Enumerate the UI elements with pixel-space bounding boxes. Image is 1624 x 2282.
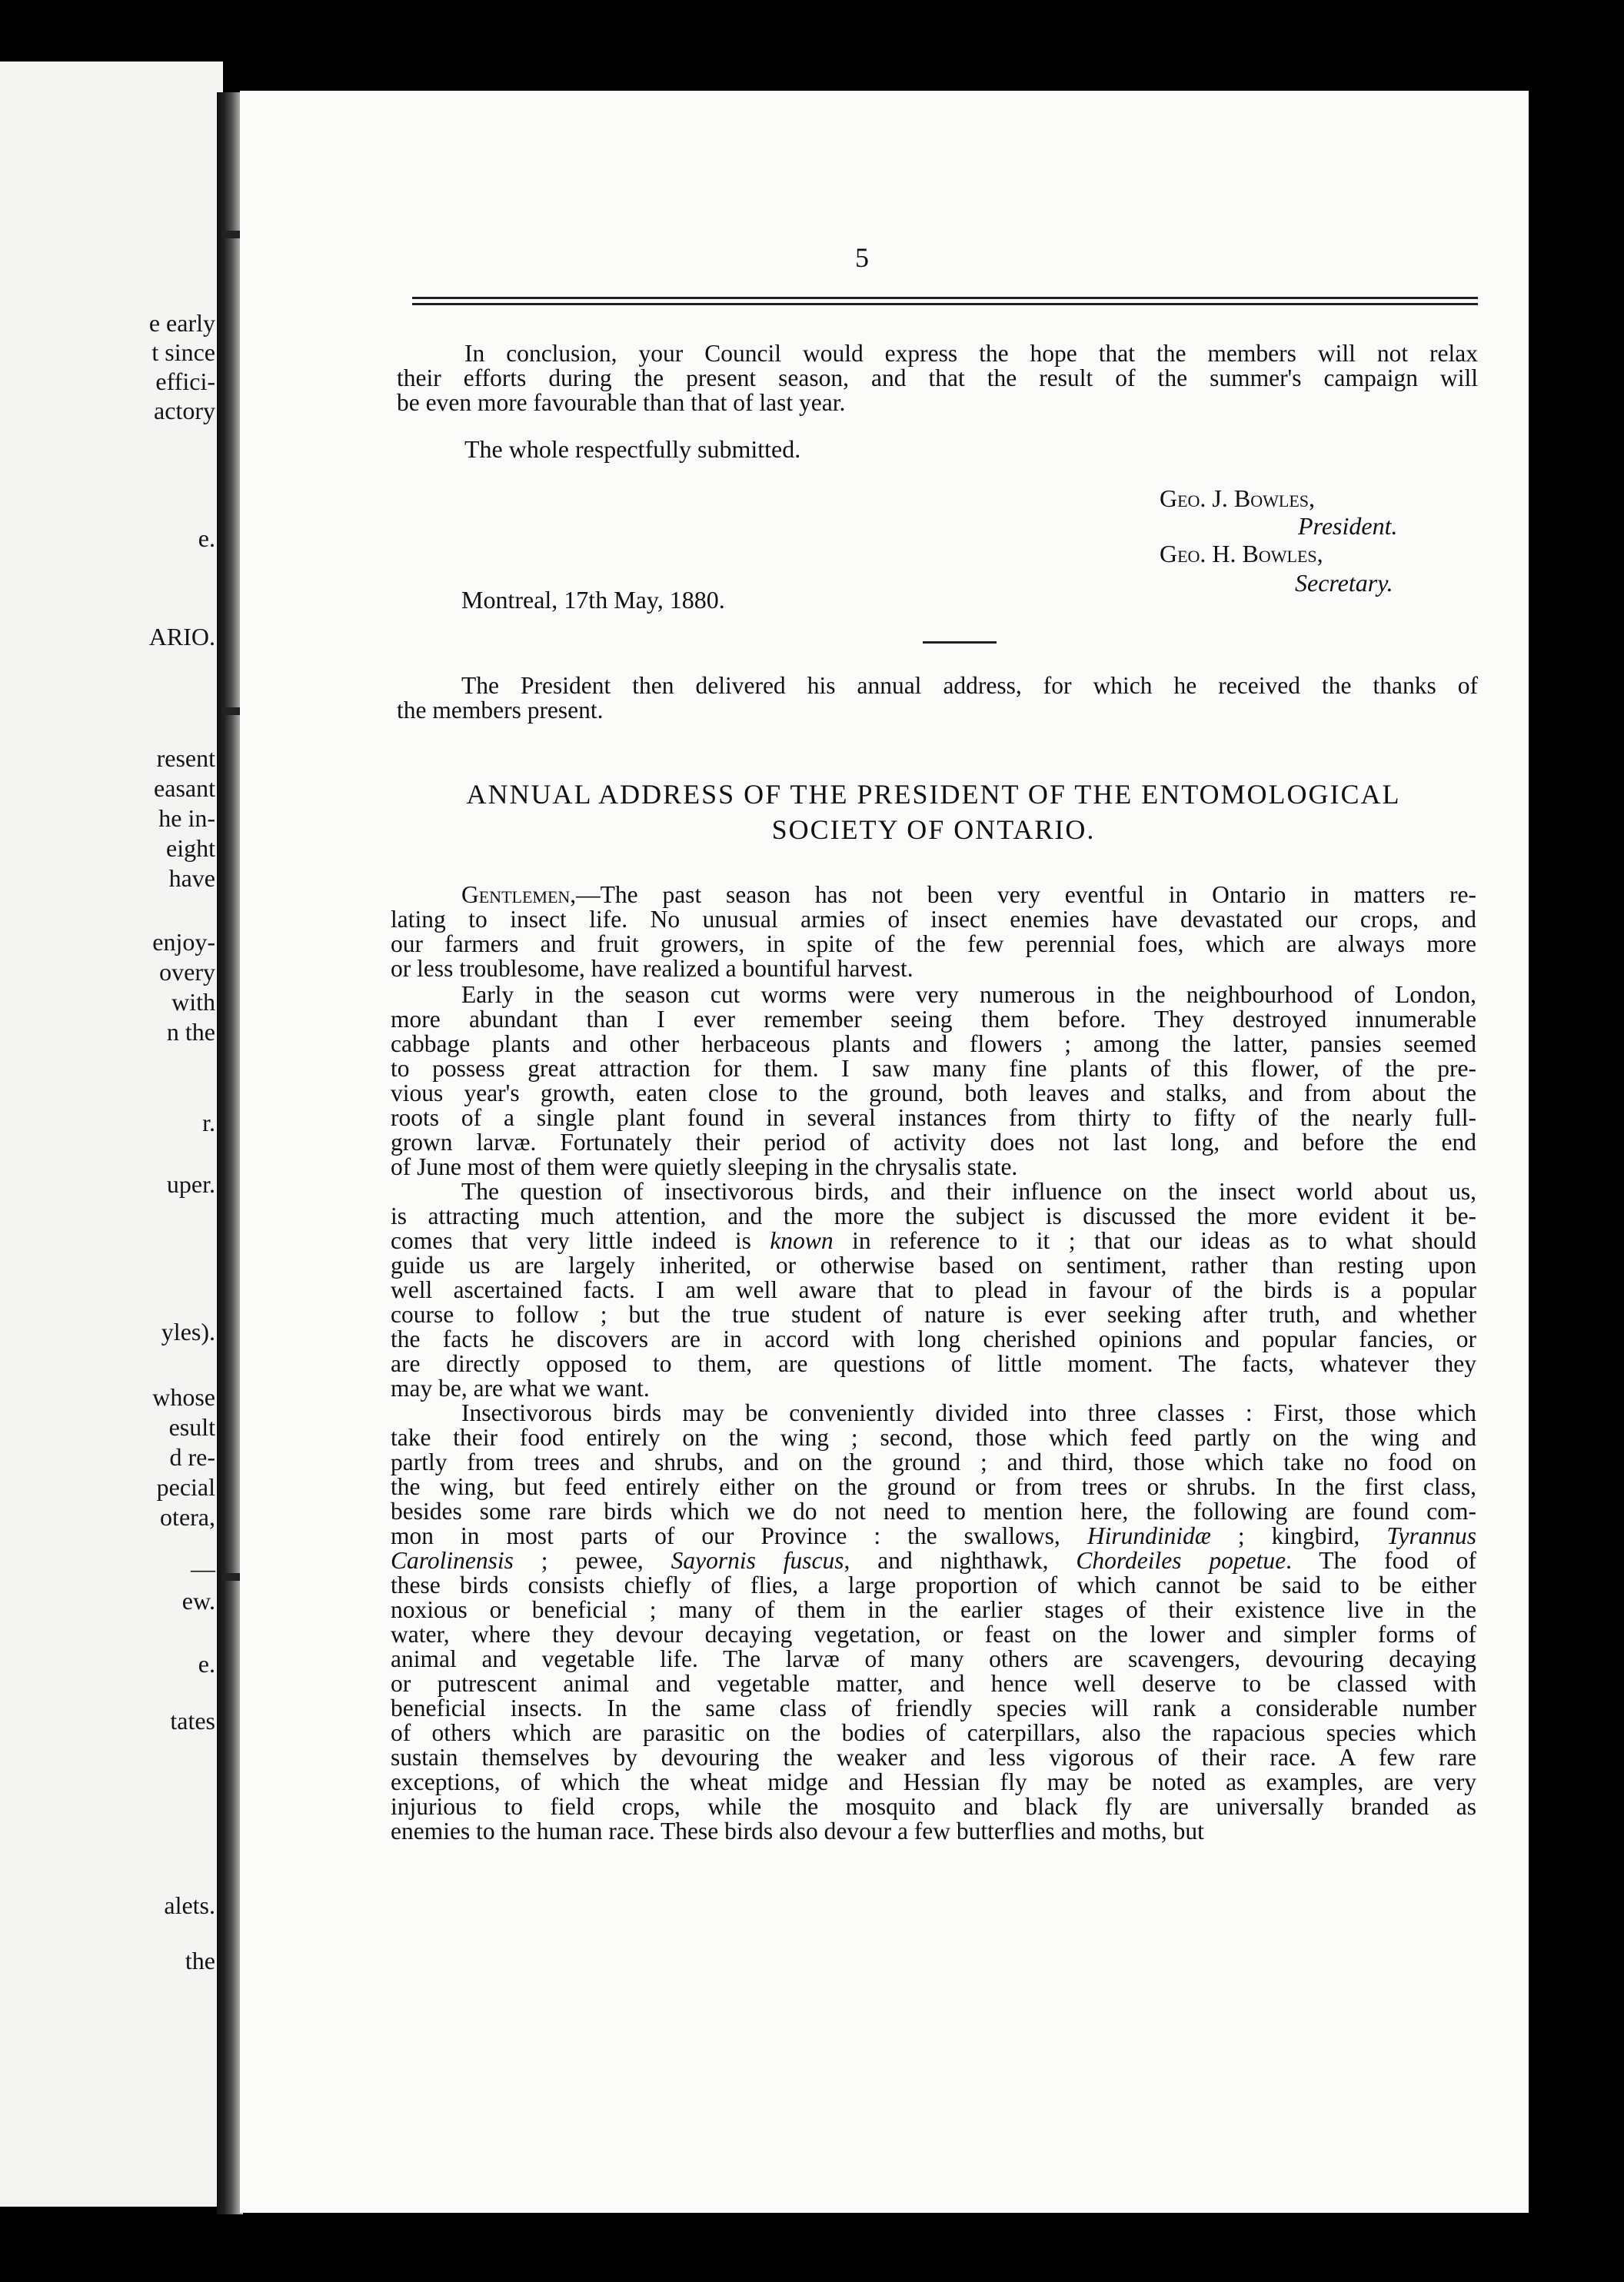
text-line: their efforts during the present season, and that the result of the summer's campaign will: [397, 364, 1478, 391]
text-line: partly from trees and shrubs, and on the ground ; and third, those which take no food on: [391, 1449, 1476, 1475]
text-line: may be, are what we want.: [391, 1375, 650, 1402]
text-line: In conclusion, your Council would express the hope that the members will not relax: [464, 340, 1478, 367]
left-page-fragment: d re-: [169, 1443, 215, 1471]
text-line: Insectivorous birds may be conveniently divided into three classes : First, those which: [461, 1399, 1476, 1426]
body-paragraph-2: [391, 983, 1476, 1179]
president-title: President.: [1298, 512, 1398, 540]
text-line: our farmers and fruit growers, in spite of the few perennial foes, which are always more: [391, 930, 1476, 957]
text-line: besides some rare birds which we do not need to mention here, the following are found com-: [391, 1498, 1476, 1525]
text-line: noxious or beneficial ; many of them in the earlier stages of their existence live in the: [391, 1596, 1476, 1623]
text-line: of others which are parasitic on the bodies of caterpillars, also the rapacious species which: [391, 1719, 1476, 1746]
left-page-fragment: effici-: [155, 368, 215, 395]
president-signature: Geo. J. Bowles,: [1160, 484, 1315, 512]
left-page-fragment: t since: [151, 338, 215, 366]
header-rule: [412, 297, 1478, 299]
left-page-fragment: overy: [159, 958, 215, 986]
text-line: more abundant than I ever remember seeing them before. They destroyed innumerable: [391, 1006, 1476, 1033]
text-line: water, where they devour decaying vegetation, or feast on the lower and simpler forms of: [391, 1621, 1476, 1648]
text-line: the facts he discovers are in accord with long cherished opinions and popular fancies, or: [391, 1326, 1476, 1352]
body-paragraph-1: [391, 883, 1476, 981]
left-page-fragment: —: [191, 1555, 215, 1582]
book-gutter: [217, 92, 243, 2214]
text-line: comes that very little indeed is known in reference to it ; that our ideas as to what should: [391, 1227, 1476, 1254]
left-page-fragment: e.: [198, 1650, 215, 1678]
text-line: Gentlemen,—The past season has not been very eventful in Ontario in matters re-: [461, 881, 1476, 908]
submitted-line: The whole respectfully submitted.: [464, 435, 801, 463]
page-number: 5: [855, 242, 869, 273]
text-line: guide us are largely inherited, or otherwise based on sentiment, rather than resting upon: [391, 1252, 1476, 1279]
text-line: Early in the season cut worms were very numerous in the neighbourhood of London,: [461, 981, 1476, 1008]
left-page-fragment: otera,: [160, 1503, 215, 1531]
left-page-fragment: he in-: [158, 804, 215, 832]
body-paragraph-3: [391, 1179, 1476, 1401]
place-date: Montreal, 17th May, 1880.: [461, 586, 725, 614]
left-page-fragment: actory: [154, 397, 215, 424]
previous-page-edge: [0, 62, 223, 2207]
left-page-fragment: r.: [202, 1109, 215, 1136]
heading-line-1: ANNUAL ADDRESS OF THE PRESIDENT OF THE ENTOMOLOGICAL: [466, 779, 1401, 810]
text-line: The question of insectivorous birds, and their influence on the insect world about us,: [461, 1178, 1476, 1205]
text-line: grown larvæ. Fortunately their period of activity does not last long, and before the end: [391, 1129, 1476, 1156]
text-line: beneficial insects. In the same class of friendly species will rank a considerable number: [391, 1695, 1476, 1721]
left-page-fragment: ARIO.: [148, 623, 215, 650]
text-line: enemies to the human race. These birds also devour a few butterflies and moths, but: [391, 1818, 1204, 1845]
text-line: course to follow ; but the true student of nature is ever seeking after truth, and whether: [391, 1301, 1476, 1328]
left-page-fragment: have: [168, 864, 215, 892]
body-paragraph-4: [391, 1401, 1476, 1844]
document-page: [240, 91, 1529, 2213]
text-line: roots of a single plant found in several instances from thirty to fifty of the nearly full-: [391, 1104, 1476, 1131]
text-line: The President then delivered his annual address, for which he received the thanks of: [461, 672, 1478, 699]
text-line: these birds consists chiefly of flies, a large proportion of which cannot be said to be either: [391, 1572, 1476, 1598]
left-page-fragment: n the: [166, 1018, 215, 1046]
text-line: take their food entirely on the wing ; second, those which feed partly on the wing and: [391, 1424, 1476, 1451]
text-line: vious year's growth, eaten close to the ground, both leaves and stalks, and from about the: [391, 1079, 1476, 1106]
left-page-fragment: the: [185, 1947, 215, 1974]
left-page-fragment: resent: [156, 744, 215, 772]
left-page-fragment: eight: [166, 834, 215, 862]
text-line: or less troublesome, have realized a bountiful harvest.: [391, 955, 914, 982]
left-page-fragment: e early: [148, 309, 215, 337]
header-rule: [412, 303, 1478, 305]
section-divider: [923, 641, 997, 644]
left-page-fragment: e.: [198, 524, 215, 552]
address-heading: [391, 777, 1476, 847]
left-page-fragment: whose: [152, 1383, 215, 1411]
heading-line-2: SOCIETY OF ONTARIO.: [771, 814, 1096, 845]
left-page-fragment: pecial: [156, 1473, 215, 1501]
text-line: well ascertained facts. I am well aware that to plead in favour of the birds is a popular: [391, 1276, 1476, 1303]
text-line: the members present.: [397, 697, 604, 724]
left-page-fragment: easant: [154, 774, 215, 802]
text-line: be even more favourable than that of last year.: [397, 389, 846, 416]
left-page-fragment: alets.: [164, 1891, 215, 1919]
left-page-fragment: tates: [170, 1707, 215, 1735]
text-line: cabbage plants and other herbaceous plants and flowers ; among the latter, pansies seemed: [391, 1030, 1476, 1057]
text-line: is attracting much attention, and the more the subject is discussed the more evident it be-: [391, 1203, 1476, 1229]
text-line: Carolinensis ; pewee, Sayornis fuscus, and nighthawk, Chordeiles popetue. The food of: [391, 1547, 1477, 1574]
left-page-fragment: esult: [168, 1413, 215, 1441]
text-line: mon in most parts of our Province : the swallows, Hirundinidæ ; kingbird, Tyrannus: [391, 1522, 1476, 1549]
text-line: or putrescent animal and vegetable matter, and hence well deserve to be classed with: [391, 1670, 1476, 1697]
text-line: of June most of them were quietly sleeping in the chrysalis state.: [391, 1153, 1018, 1180]
text-line: the wing, but feed entirely either on the ground or from trees or shrubs. In the first class,: [391, 1473, 1476, 1500]
text-line: to possess great attraction for them. I saw many fine plants of this flower, of the pre-: [391, 1055, 1476, 1082]
left-page-fragment: uper.: [166, 1170, 215, 1198]
text-line: sustain themselves by devouring the weaker and less vigorous of their race. A few rare: [391, 1744, 1476, 1771]
text-line: animal and vegetable life. The larvæ of many others are scavengers, devouring decaying: [391, 1645, 1476, 1672]
secretary-title: Secretary.: [1295, 569, 1393, 597]
text-line: exceptions, of which the wheat midge and Hessian fly may be noted as examples, are very: [391, 1768, 1476, 1795]
left-page-fragment: with: [171, 988, 215, 1016]
left-page-fragment: enjoy-: [152, 928, 215, 956]
text-line: lating to insect life. No unusual armies of insect enemies have devastated our crops, and: [391, 906, 1476, 933]
left-page-fragment: yles).: [161, 1318, 215, 1346]
delivery-paragraph: [397, 674, 1478, 723]
text-line: injurious to field crops, while the mosquito and black fly are universally branded as: [391, 1793, 1476, 1820]
secretary-signature: Geo. H. Bowles,: [1160, 540, 1323, 567]
closing-paragraph: [397, 341, 1478, 415]
left-page-fragment: ew.: [181, 1587, 215, 1615]
text-line: are directly opposed to them, are questions of little moment. The facts, whatever they: [391, 1350, 1476, 1377]
